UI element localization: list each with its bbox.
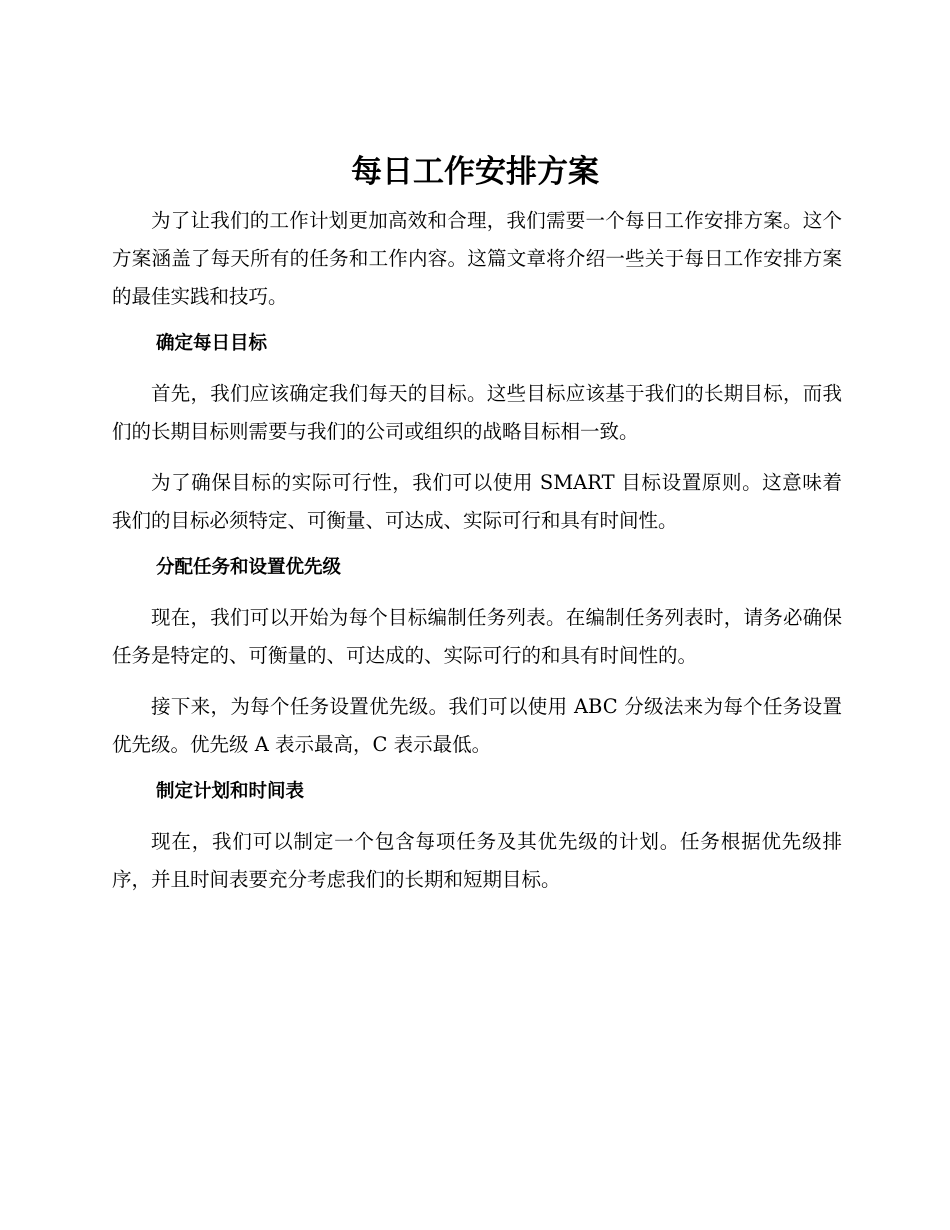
section-paragraph: 现在，我们可以开始为每个目标编制任务列表。在编制任务列表时，请务必确保任务是特定的、可衡量的、可达成的、实际可行的和具有时间性的。 <box>112 606 842 667</box>
intro-paragraph: 为了让我们的工作计划更加高效和合理，我们需要一个每日工作安排方案。这个方案涵盖了每天所有的任务和工作内容。这篇文章将介绍一些关于每日工作安排方案的最佳实践和技巧。 <box>112 209 842 308</box>
section-paragraph: 为了确保目标的实际可行性，我们可以使用 SMART 目标设置原则。这意味着我们的目标必须特定、可衡量、可达成、实际可行和具有时间性。 <box>112 471 842 532</box>
section-paragraph: 首先，我们应该确定我们每天的目标。这些目标应该基于我们的长期目标，而我们的长期目标则需要与我们的公司或组织的战略目标相一致。 <box>112 382 842 443</box>
section-heading-task-priority: 分配任务和设置优先级 <box>156 557 342 578</box>
section-paragraph: 现在，我们可以制定一个包含每项任务及其优先级的计划。任务根据优先级排序，并且时间表要充分考虑我们的长期和短期目标。 <box>112 830 842 891</box>
section-heading-daily-goals: 确定每日目标 <box>156 333 268 354</box>
document-title: 每日工作安排方案 <box>351 154 599 190</box>
section-heading-plan-schedule: 制定计划和时间表 <box>156 781 305 802</box>
document-body <box>112 202 842 912</box>
section-paragraph: 接下来，为每个任务设置优先级。我们可以使用 ABC 分级法来为每个任务设置优先级。优先级 A 表示最高，C 表示最低。 <box>112 695 842 756</box>
